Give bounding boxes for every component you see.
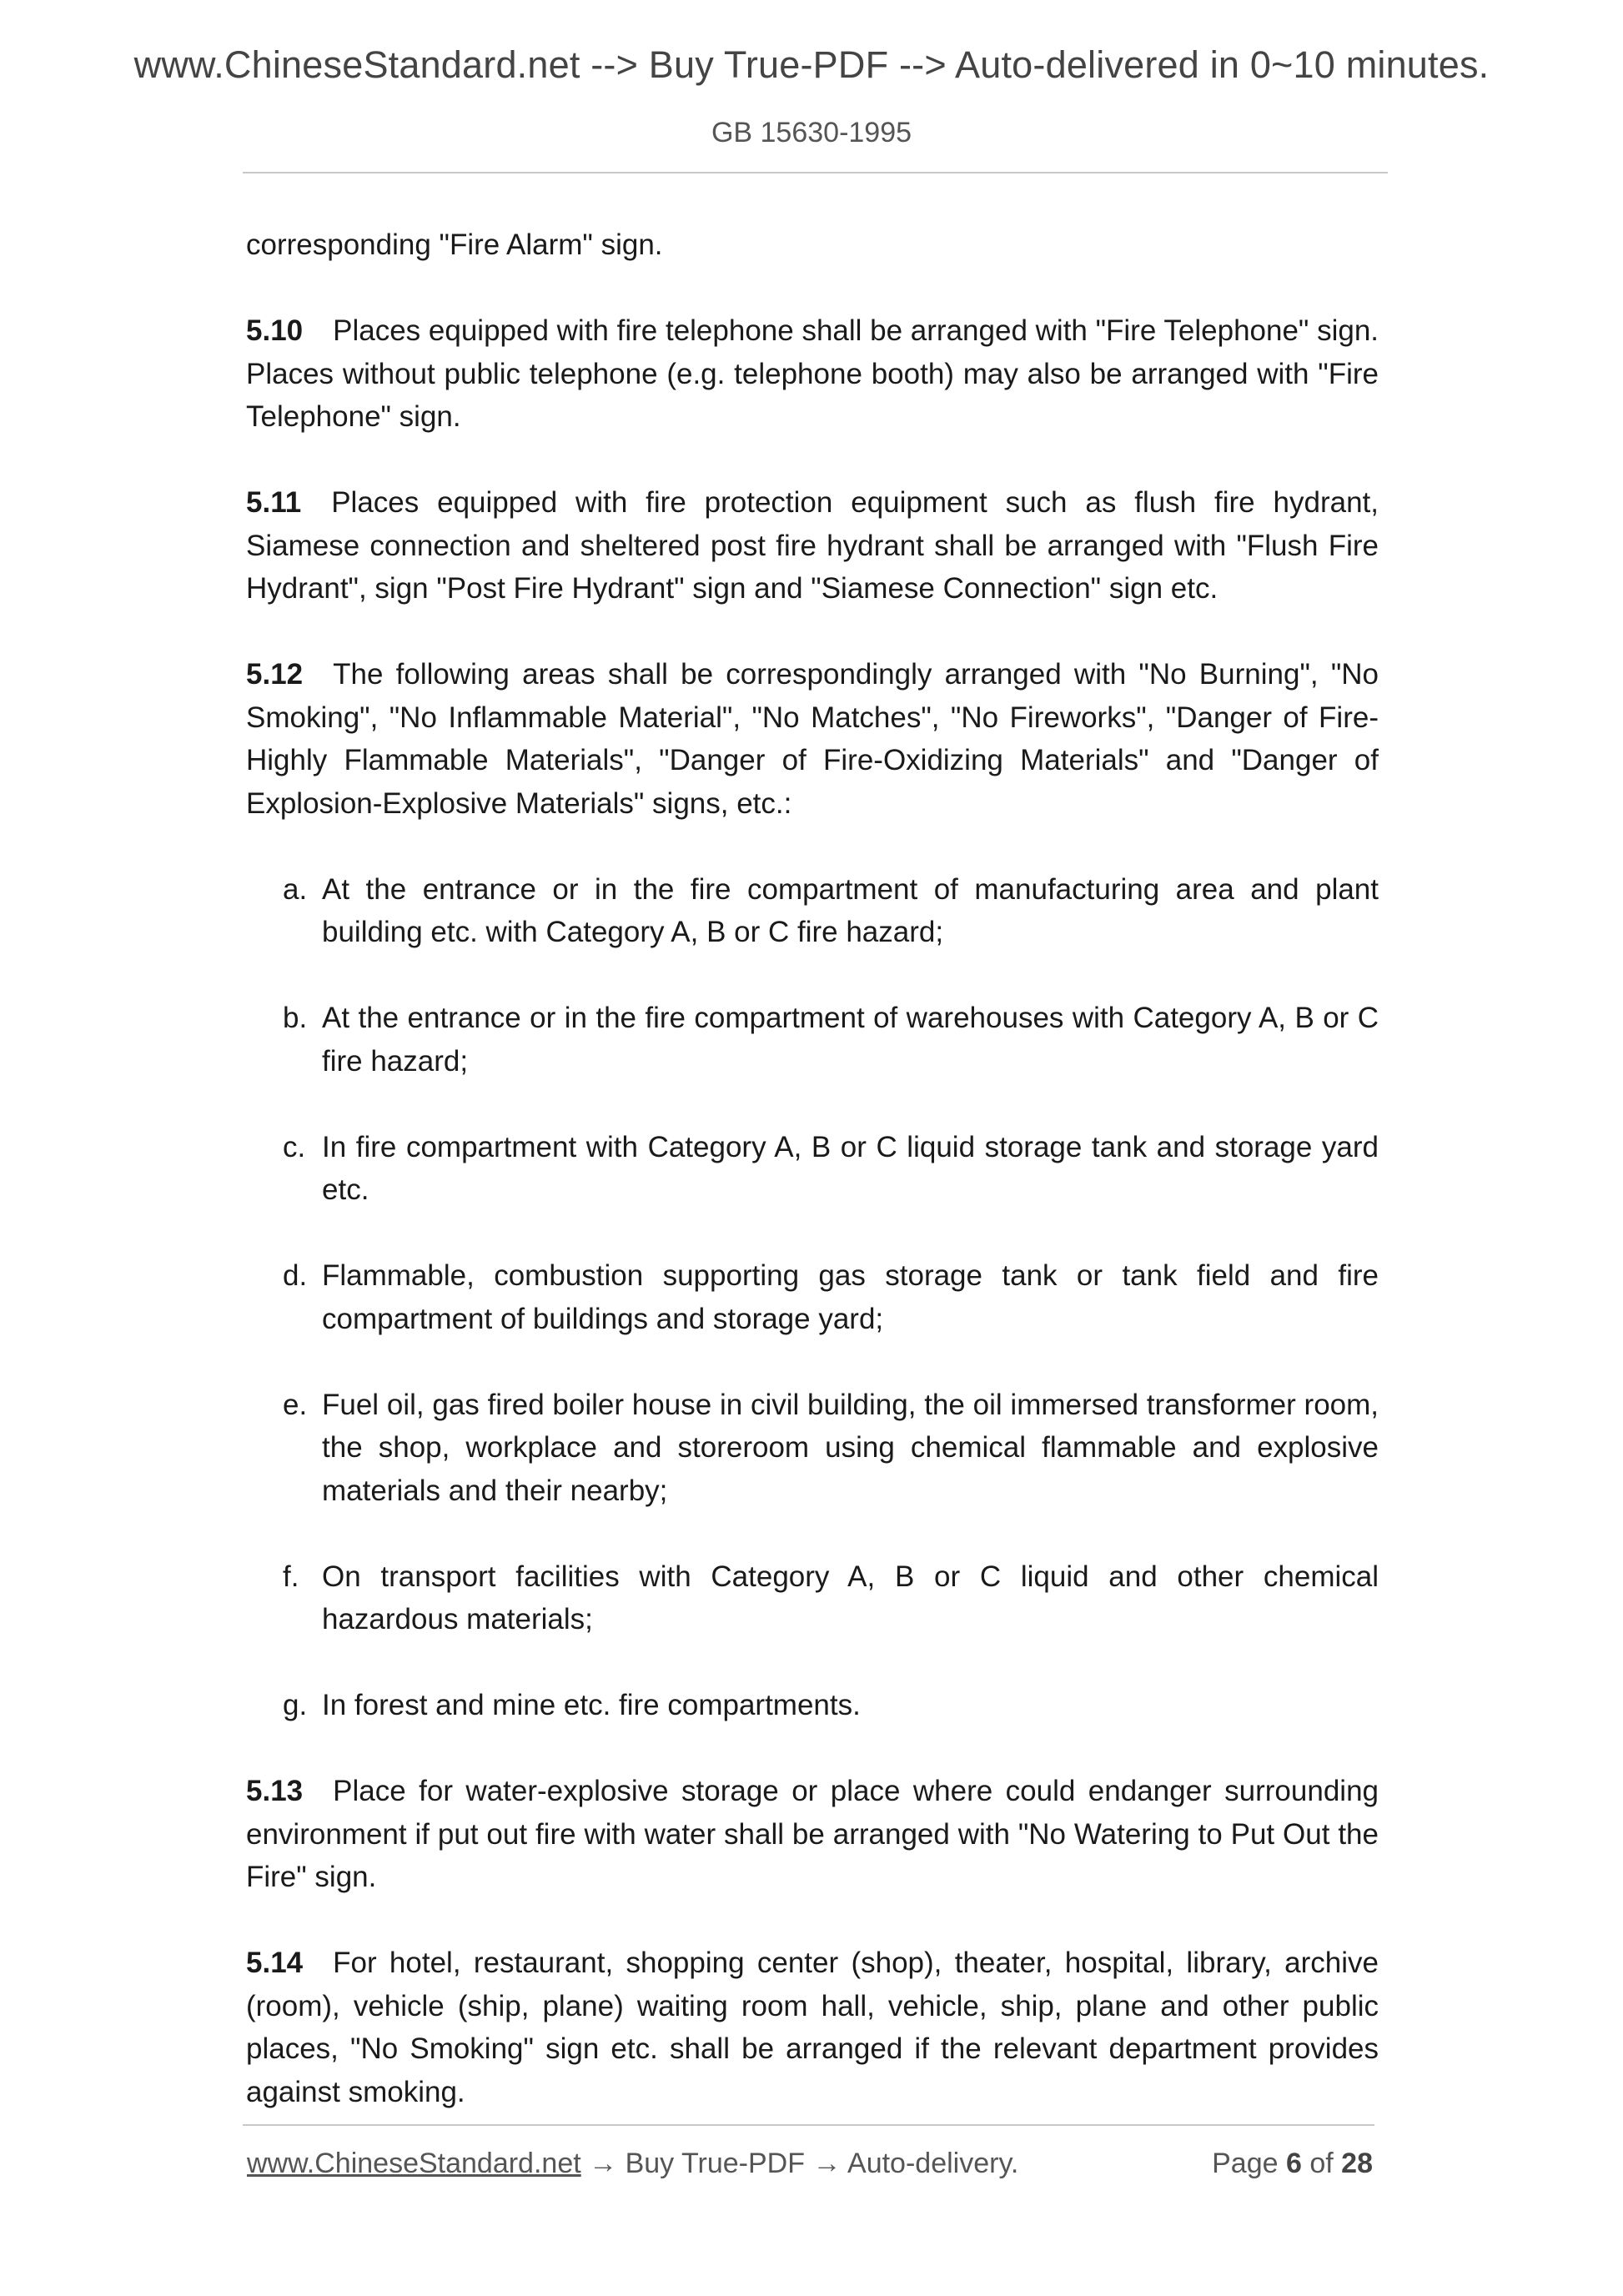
list-item-a bbox=[283, 868, 1379, 954]
continuation-text: corresponding "Fire Alarm" sign. bbox=[246, 229, 663, 261]
list-label: c. bbox=[283, 1130, 306, 1163]
list-item-f bbox=[283, 1555, 1379, 1641]
clause-number: 5.13 bbox=[246, 1775, 304, 1807]
page-indicator bbox=[1212, 2148, 1373, 2180]
list-text: At the entrance or in the fire compartment of warehouses with Category A, B or C fire hazard; bbox=[322, 1002, 1379, 1078]
page-word: Page bbox=[1212, 2148, 1279, 2179]
list-text: Fuel oil, gas fired boiler house in civil building, the oil immersed transformer room, the shop, workplace and storeroom using chemical flammable and explosive materials and their nearby; bbox=[322, 1388, 1379, 1507]
list-label: a. bbox=[283, 872, 308, 906]
clause-5-14 bbox=[246, 1942, 1379, 2113]
clause-5-13 bbox=[246, 1770, 1379, 1899]
clause-5-12 bbox=[246, 653, 1379, 825]
clause-text: For hotel, restaurant, shopping center (shop), theater, hospital, library, archive (room), vehicle (ship, plane) waiting room hall, vehicle, ship, plane and other public places, "No Smoking" sign etc. shall be arranged if the relevant department provides against smoking. bbox=[246, 1947, 1379, 2108]
clause-number: 5.11 bbox=[246, 486, 302, 519]
page-content bbox=[246, 224, 1379, 2113]
footer-divider bbox=[243, 2124, 1374, 2126]
arrow-right-icon: → bbox=[812, 2148, 842, 2179]
clause-5-10 bbox=[246, 309, 1379, 439]
list-label: b. bbox=[283, 1002, 308, 1034]
list-item-b bbox=[283, 997, 1379, 1083]
footer-delivery-text: Auto-delivery. bbox=[847, 2148, 1019, 2179]
list-text: In forest and mine etc. fire compartments. bbox=[322, 1689, 861, 1721]
list-item-d bbox=[283, 1254, 1379, 1340]
total-page-number: 28 bbox=[1341, 2148, 1373, 2179]
list-label: d. bbox=[283, 1259, 308, 1292]
clause-text: Places equipped with fire protection equipment such as flush fire hydrant, Siamese connection and sheltered post fire hydrant shall be arranged with "Flush Fire Hydrant", sign "Post Fire Hydrant" sign and "Siamese Connection" sign etc. bbox=[246, 486, 1379, 605]
page-footer bbox=[247, 2148, 1373, 2189]
list-text: In fire compartment with Category A, B or C liquid storage tank and storage yard etc. bbox=[322, 1130, 1379, 1206]
current-page-number: 6 bbox=[1285, 2148, 1302, 2179]
of-word: of bbox=[1309, 2148, 1334, 2179]
site-banner: www.ChineseStandard.net --> Buy True-PDF --> Auto-delivered in 0~10 minutes. bbox=[133, 43, 1490, 86]
clause-number: 5.12 bbox=[246, 658, 304, 691]
clause-number: 5.10 bbox=[246, 314, 304, 347]
list-item-e bbox=[283, 1384, 1379, 1513]
list-text: On transport facilities with Category A, B or C liquid and other chemical hazardous materials; bbox=[322, 1560, 1379, 1635]
footer-site-link[interactable]: www.ChineseStandard.net bbox=[247, 2148, 581, 2179]
clause-number: 5.14 bbox=[246, 1947, 304, 1979]
clause-5-11 bbox=[246, 481, 1379, 610]
list-item-c bbox=[283, 1126, 1379, 1212]
header-divider bbox=[243, 172, 1388, 173]
list-text: Flammable, combustion supporting gas storage tank or tank field and fire compartment of buildings and storage yard; bbox=[322, 1259, 1379, 1335]
document-id: GB 15630-1995 bbox=[711, 117, 912, 148]
list-text: At the entrance or in the fire compartment of manufacturing area and plant building etc. with Category A, B or C fire hazard; bbox=[322, 872, 1379, 948]
arrow-right-icon: → bbox=[589, 2148, 618, 2179]
list-label: e. bbox=[283, 1388, 308, 1421]
list-label: f. bbox=[283, 1560, 299, 1593]
clause-text: The following areas shall be correspondingly arranged with "No Burning", "No Smoking", "No Inflammable Material", "No Matches", "No Fireworks", "Danger of Fire-Highly Flammable Materials", "Danger of Fire-Oxidizing Materials" and "Danger of Explosion-Explosive Materials" signs, etc.: bbox=[246, 658, 1379, 820]
list-label: g. bbox=[283, 1689, 308, 1721]
clause-text: Place for water-explosive storage or place where could endanger surrounding environment if put out fire with water shall be arranged with "No Watering to Put Out the Fire" sign. bbox=[246, 1775, 1379, 1893]
list-item-g bbox=[283, 1684, 1379, 1727]
footer-buy-text: Buy True-PDF bbox=[625, 2148, 805, 2179]
footer-promo bbox=[247, 2148, 1018, 2180]
clause-text: Places equipped with fire telephone shall be arranged with "Fire Telephone" sign. Places without public telephone (e.g. telephone booth) may also be arranged with "Fire Telephone" sign. bbox=[246, 314, 1379, 433]
